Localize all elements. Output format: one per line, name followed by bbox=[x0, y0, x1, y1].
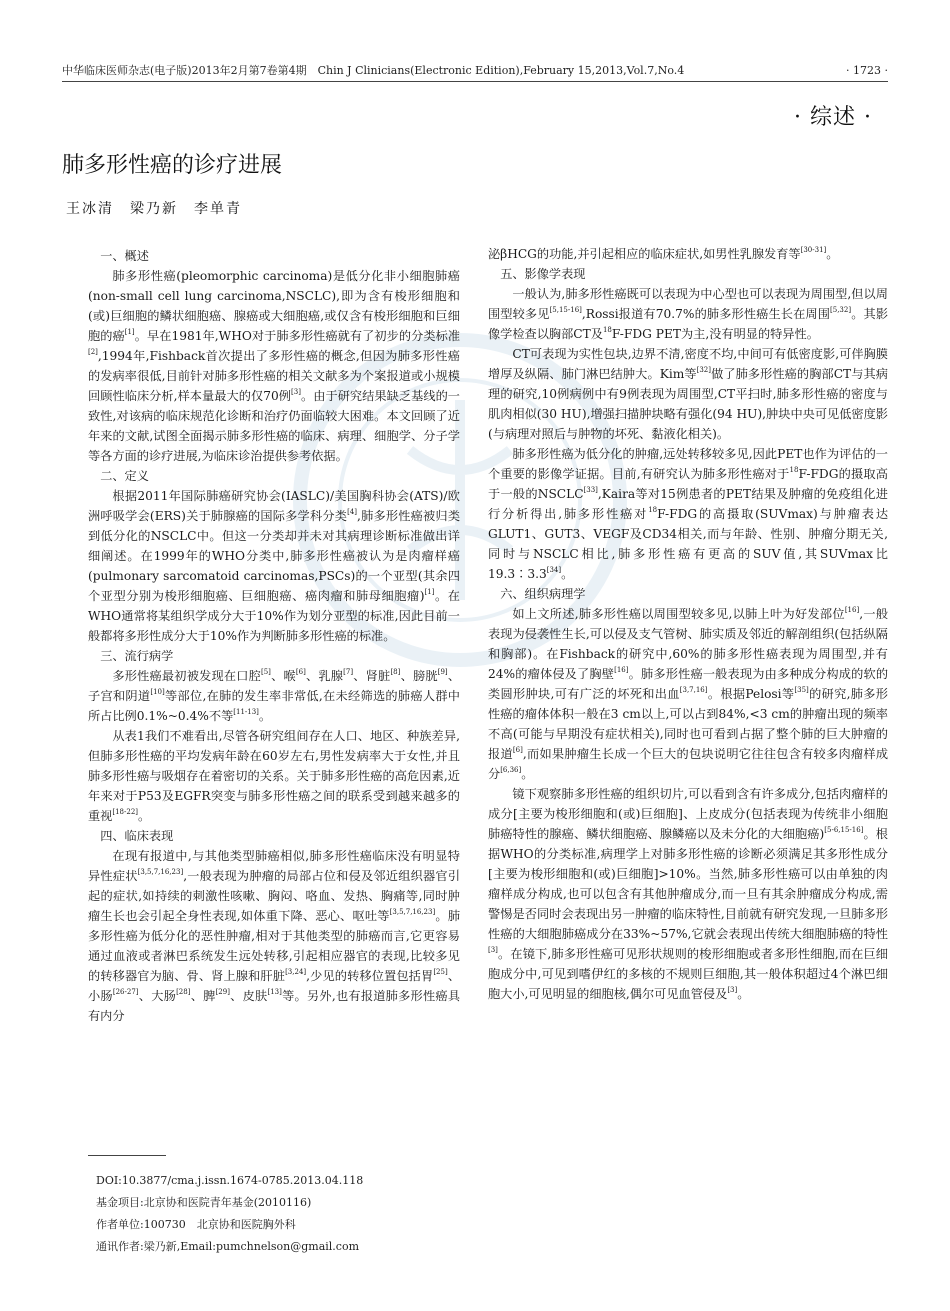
paragraph-text: F-FDG PET为主,没有明显的特异性。 bbox=[611, 327, 819, 341]
paragraph-text: 多形性癌最初被发现在口腔 bbox=[112, 669, 261, 683]
page-number: · 1723 · bbox=[846, 64, 888, 77]
citation-superscript: [3] bbox=[488, 946, 498, 954]
citation-superscript: [7] bbox=[343, 668, 354, 676]
author-list: 王冰清 梁乃新 李单青 bbox=[66, 201, 242, 217]
section-heading bbox=[88, 466, 460, 486]
paragraph bbox=[488, 604, 888, 784]
citation-superscript: [32] bbox=[696, 366, 711, 374]
paragraph-text: 、小肠 bbox=[88, 969, 461, 1003]
citation-superscript: [25] bbox=[433, 968, 448, 976]
paragraph-text: 、子宫和阴道 bbox=[88, 669, 461, 703]
citation-superscript: [3] bbox=[727, 986, 738, 994]
paragraph-text: 二、定义 bbox=[100, 469, 149, 483]
section-heading bbox=[88, 246, 460, 266]
paragraph-text: ,Rossi报道有70.7%的肺多形性癌生长在周围 bbox=[581, 307, 831, 321]
left-column bbox=[88, 246, 460, 1026]
paragraph bbox=[88, 666, 460, 726]
paragraph-text: 。 bbox=[258, 709, 272, 723]
section-heading bbox=[88, 646, 460, 666]
paragraph-text: 一般认为,肺多形性癌既可以表现为中心型也可以表现为周围型,但以周围型较多见 bbox=[488, 287, 888, 321]
paragraph-text: 。根据WHO的分类标准,病理学上对肺多形性癌的诊断必须满足其多形性成分[主要为梭形细胞和(或)巨细胞]>10%。当然,肺多形性癌可以由单独的肉瘤样成分构成,也可以包含有其他肿瘤成分,而一旦有其余肿瘤成分构成,需警惕是否同时会表现出另一肿瘤的临床特性,目前就有研究发现,一旦肺多形性癌的大细胞肺癌成分在33%~57%,它就会表现出传统大细胞肺癌的特性 bbox=[488, 827, 888, 941]
paragraph-text: 。 bbox=[561, 567, 574, 581]
paragraph bbox=[88, 846, 460, 1026]
footnote-correspondence: 通讯作者:梁乃新,Email:pumchnelson@gmail.com bbox=[96, 1240, 360, 1253]
paragraph bbox=[88, 266, 460, 466]
section-heading bbox=[488, 584, 888, 604]
paragraph bbox=[88, 726, 460, 826]
paragraph-text: ,肺多形性癌被归类到低分化的NSCLC中。但这一分类却并未对其病理诊断标准做出详细阐述。在1999年的WHO分类中,肺多形性癌被认为是肉瘤样癌(pulmonary sarcomatoid carcinomas,PSCs)的一个亚型(其余四个亚型分别为梭形细胞癌、巨细胞癌、癌肉瘤和肺母细胞瘤) bbox=[88, 509, 461, 603]
citation-superscript: [33] bbox=[583, 486, 598, 494]
citation-superscript: [16] bbox=[844, 606, 860, 614]
paragraph-text: 、脾 bbox=[190, 989, 216, 1003]
paragraph-text: 一、概述 bbox=[100, 249, 149, 263]
paragraph bbox=[88, 486, 460, 646]
paragraph-text: 。在WHO通常将某组织学成分大于10%作为划分亚型的标准,因此目前一般都将多形性成分大于10%作为判断肺多形性癌的标准。 bbox=[88, 589, 460, 643]
paragraph-continued bbox=[488, 244, 888, 264]
footnote-affiliation: 作者单位:100730 北京协和医院胸外科 bbox=[96, 1218, 296, 1231]
citation-superscript: [3,5,7,16,23] bbox=[389, 908, 436, 916]
paragraph bbox=[488, 784, 888, 1004]
paragraph-text: F-FDG的高摄取(SUVmax)与肿瘤表达GLUT1、GUT3、VEGF及CD34相关,而与年龄、性别、肿瘤分期无关,同时与NSCLC相比,肺多形性癌有更高的SUV值,其SUVmax比19.3∶3.3 bbox=[488, 507, 889, 581]
footnote-doi: DOI:10.3877/cma.j.issn.1674-0785.2013.04.118 bbox=[96, 1174, 364, 1187]
citation-superscript: [1] bbox=[424, 588, 435, 596]
paragraph-text: 。 bbox=[138, 809, 151, 823]
citation-superscript: [28] bbox=[176, 988, 191, 996]
paragraph-text: 。由于研究结果缺乏基线的一致性,对该病的临床规范化诊断和治疗仍面临较大困难。本文回顾了近年来的文献,试图全面揭示肺多形性癌的临床、病理、细胞学、分子学等各方面的诊疗进展,为临床诊治提供参考依据。 bbox=[88, 389, 460, 463]
paragraph-text: 如上文所述,肺多形性癌以周围型较多见,以肺上叶为好发部位 bbox=[512, 607, 845, 621]
citation-superscript: [8] bbox=[390, 668, 401, 676]
citation-superscript: [29] bbox=[215, 988, 230, 996]
paragraph-text: 的研究,肺多形性癌的瘤体体积一般在3 cm以上,可以占到84%,<3 cm的肿瘤出现的频率不高(可能与早期没有症状相关),同时也可看到占据了整个肺的巨大肿瘤的报道 bbox=[488, 687, 888, 761]
paragraph-text: 、乳腺 bbox=[305, 669, 344, 683]
article-title: 肺多形性癌的诊疗进展 bbox=[62, 153, 283, 178]
paragraph-text: 。 bbox=[826, 247, 839, 261]
paragraph-text: 三、流行病学 bbox=[100, 649, 174, 663]
paragraph-text: 、膀胱 bbox=[400, 669, 438, 683]
paragraph-text: 五、影像学表现 bbox=[500, 267, 586, 281]
citation-superscript: [18-22] bbox=[112, 808, 139, 816]
right-column bbox=[488, 244, 888, 1004]
paragraph-text: 做了肺多形性癌的胸部CT与其病理的研究,10例病例中有9例表现为周围型,CT平扫时,肺多形性癌的密度与肌肉相似(30 HU),增强扫描肿块略有强化(94 HU),肿块中央可见低密度影(与病理对照后与肿物的坏死、黏液化相关)。 bbox=[488, 367, 888, 441]
citation-superscript: [13] bbox=[267, 988, 282, 996]
citation-superscript: [6,36] bbox=[500, 766, 522, 774]
paragraph-text: ,一般表现为侵袭性生长,可以侵及支气管树、肺实质及邻近的解剖组织(包括纵隔和胸部)。在Fishback的研究中,60%的肺多形性癌表现为周围型,并有24%的瘤体侵及了胸壁 bbox=[488, 607, 889, 681]
paragraph-text: 从表1我们不难看出,尽管各研究组间存在人口、地区、种族差异,但肺多形性癌的平均发病年龄在60岁左右,男性发病率大于女性,并且肺多形性癌与吸烟存在着密切的关系。关于肺多形性癌的高危因素,近年来对于P53及EGFR突变与肺多形性癌之间的联系受到越来越多的重视 bbox=[88, 729, 460, 823]
citation-superscript: [26-27] bbox=[112, 988, 139, 996]
citation-superscript: 18 bbox=[789, 466, 799, 474]
citation-superscript: [5] bbox=[261, 668, 271, 676]
paragraph-text: ,少见的转移位置包括胃 bbox=[306, 969, 434, 983]
citation-superscript: [11-13] bbox=[233, 708, 259, 716]
paragraph-text: 。在镜下,肺多形性癌可见形状规则的梭形细胞或者多形性细胞,而在巨细胞成分中,可见到嗜伊红的多核的不规则巨细胞,其一般体积超过4个淋巴细胞大小,可见明显的细胞核,偶尔可见血管侵及 bbox=[488, 947, 888, 1001]
header-divider bbox=[62, 81, 888, 82]
paragraph-text: 等部位,在肺的发生率非常低,在未经筛选的肺癌人群中所占比例0.1%~0.4%不等 bbox=[88, 689, 460, 723]
footnote-divider bbox=[88, 1155, 166, 1156]
paragraph bbox=[488, 344, 888, 444]
paragraph-text: ,一般表现为肿瘤的局部占位和侵及邻近组织器官引起的症状,如持续的刺激性咳嗽、胸闷、咯血、发热、胸痛等,同时肿瘤生长也会引起全身性表现,如体重下降、恶心、呕吐等 bbox=[88, 869, 461, 923]
citation-superscript: [1] bbox=[124, 328, 135, 336]
section-heading bbox=[488, 264, 888, 284]
paragraph-text: 肺多形性癌为低分化的肿瘤,远处转移较多见,因此PET也作为评估的一个重要的影像学证据。目前,有研究认为肺多形性癌对于 bbox=[488, 447, 888, 481]
paragraph-text: 肺多形性癌(pleomorphic carcinoma)是低分化非小细胞肺癌(non-small cell lung carcinoma,NSCLC),即为含有梭形细胞和(或)巨细胞的鳞状细胞癌、腺癌或大细胞癌,或仅含有梭形细胞和巨细胞的癌 bbox=[88, 269, 460, 343]
citation-superscript: [16] bbox=[614, 666, 629, 674]
section-tag: · 综述 · bbox=[794, 105, 872, 130]
paragraph-text: 、大肠 bbox=[138, 989, 177, 1003]
citation-superscript: [3,7,16] bbox=[679, 686, 708, 694]
paragraph-text: 。肺多形性癌为低分化的恶性肿瘤,相对于其他类型的肺癌而言,它更容易通过血液或者淋巴系统发生远处转移,引起相应器官的表现,比较多见的转移器官为脑、骨、肾上腺和肝脏 bbox=[88, 909, 461, 983]
section-heading bbox=[88, 826, 460, 846]
paragraph-text: 。 bbox=[737, 987, 750, 1001]
citation-superscript: [5,15-16] bbox=[549, 306, 582, 314]
citation-superscript: [2] bbox=[88, 348, 98, 356]
paragraph bbox=[488, 284, 888, 344]
paragraph-text: 等。另外,也有报道肺多形性癌具有内分 bbox=[88, 989, 461, 1023]
paragraph-text: CT可表现为实性包块,边界不清,密度不均,中间可有低密度影,可伴胸膜增厚及纵隔、肺门淋巴结肿大。Kim等 bbox=[488, 347, 888, 381]
paragraph-text: 。其影像学检查以胸部CT及 bbox=[488, 307, 889, 341]
paragraph-text: 、皮肤 bbox=[229, 989, 268, 1003]
paragraph-text: ,1994年,Fishback首次提出了多形性癌的概念,但因为肺多形性癌的发病率很低,目前针对肺多形性癌的相关文献多为个案报道或小规模回顾性临床分析,样本量最大的仅70例 bbox=[88, 349, 460, 403]
paragraph-text: 镜下观察肺多形性癌的组织切片,可以看到含有许多成分,包括肉瘤样的成分[主要为梭形细胞和(或)巨细胞]、上皮成分(包括表现为传统非小细胞肺癌特性的腺癌、鳞状细胞癌、腺鳞癌以及未分化的大细胞癌) bbox=[488, 787, 888, 841]
paragraph-text: 六、组织病理学 bbox=[500, 587, 586, 601]
citation-superscript: [10] bbox=[150, 688, 165, 696]
citation-superscript: [3,24] bbox=[285, 968, 307, 976]
paragraph-text: ,而如果肿瘤生长成一个巨大的包块说明它往往包含有较多肉瘤样成分 bbox=[488, 747, 889, 781]
citation-superscript: [6] bbox=[295, 668, 306, 676]
citation-superscript: [5,32] bbox=[830, 306, 852, 314]
paragraph-text: 泌βHCG的功能,并引起相应的临床症状,如男性乳腺发育等 bbox=[488, 247, 801, 261]
paragraph-text: 在现有报道中,与其他类型肺癌相似,肺多形性癌临床没有明显特异性症状 bbox=[88, 849, 460, 883]
citation-superscript: 18 bbox=[648, 506, 658, 514]
footnotes bbox=[96, 1170, 468, 1258]
citation-superscript: [34] bbox=[546, 566, 562, 574]
footnote-funding: 基金项目:北京协和医院青年基金(2010116) bbox=[96, 1196, 312, 1209]
paragraph-text: 四、临床表现 bbox=[100, 829, 174, 843]
citation-superscript: [35] bbox=[794, 686, 809, 694]
paragraph-text: 。早在1981年,WHO对于肺多形性癌就有了初步的分类标准 bbox=[134, 329, 461, 343]
citation-superscript: 18 bbox=[602, 326, 612, 334]
paragraph-text: 、喉 bbox=[270, 669, 296, 683]
running-header bbox=[62, 64, 888, 78]
citation-superscript: [3] bbox=[291, 388, 301, 396]
citation-superscript: [3,5,7,16,23] bbox=[137, 868, 184, 876]
paragraph bbox=[488, 444, 888, 584]
paragraph-text: 、肾脏 bbox=[353, 669, 391, 683]
paragraph-text: F-FDG的摄取高于一般的NSCLC bbox=[488, 467, 888, 501]
citation-superscript: [4] bbox=[347, 508, 358, 516]
citation-superscript: [5-6,15-16] bbox=[824, 826, 864, 834]
paragraph-text: 。根据Pelosi等 bbox=[707, 687, 795, 701]
journal-citation: 中华临床医师杂志(电子版)2013年2月第7卷第4期 Chin J Clinicians(Electronic Edition),February 15,2013,Vol.7,No.4 bbox=[62, 64, 685, 77]
citation-superscript: [9] bbox=[437, 668, 448, 676]
citation-superscript: [30-31] bbox=[800, 246, 827, 254]
paragraph-text: 根据2011年国际肺癌研究协会(IASLC)/美国胸科协会(ATS)/欧洲呼吸学会(ERS)关于肺腺癌的国际多学科分类 bbox=[88, 489, 460, 523]
paragraph-text: 。 bbox=[521, 767, 534, 781]
citation-superscript: [6] bbox=[512, 746, 523, 754]
paragraph-text: 。肺多形性癌一般表现为由多种成分构成的软的类圆形肿块,可有广泛的坏死和出血 bbox=[488, 667, 889, 701]
paragraph-text: ,Kaira等对15例患者的PET结果及肿瘤的免疫组化进行分析得出,肺多形性癌对 bbox=[488, 487, 888, 521]
